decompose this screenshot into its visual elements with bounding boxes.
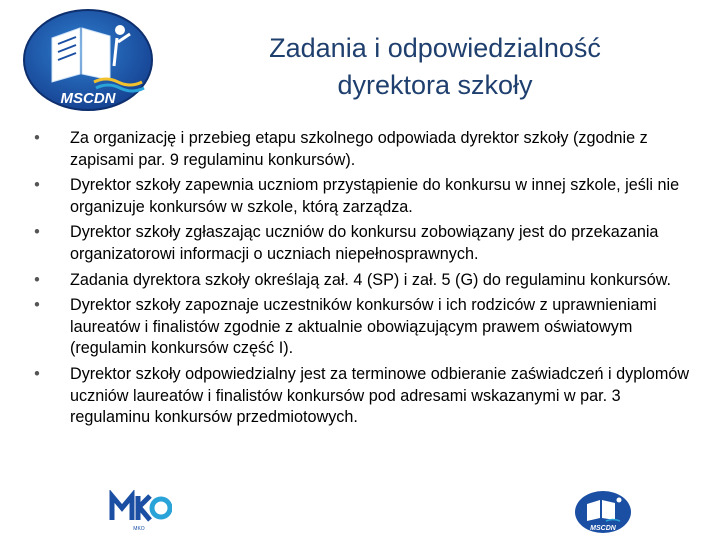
list-item: [30, 128, 690, 171]
list-item-text: Dyrektor szkoły zapoznaje uczestników konkursów i ich rodziców z uprawnieniami laureatów i finalistów zgodnie z aktualnie obowiązującym prawem oświatowym (regulamin konkursów część I).: [70, 296, 657, 358]
mscdn-logo: [22, 8, 158, 114]
bullet-icon: •: [34, 296, 40, 315]
title-line-2: dyrektora szkoły: [337, 70, 533, 100]
list-item-text: Dyrektor szkoły zgłaszając uczniów do konkursu zobowiązany jest do przekazania organizatorowi informacji o uczniach niepełnosprawnych.: [70, 223, 659, 263]
list-item: [30, 270, 690, 292]
bullet-icon: •: [34, 364, 40, 383]
list-item-text: Zadania dyrektora szkoły określają zał. 4 (SP) i zał. 5 (G) do regulaminu konkursów.: [70, 270, 671, 289]
list-item-text: Dyrektor szkoły odpowiedzialny jest za terminowe odbieranie zaświadczeń i dyplomów uczniów laureatów i finalistów konkursów pod adresami wskazanymi w par. 3 regulaminu konkursów przedmiotowych.: [70, 364, 690, 427]
list-item: [30, 295, 690, 360]
mscdn-small-label: MSCDN: [590, 525, 616, 532]
bullet-icon: •: [34, 223, 40, 242]
list-item: [30, 175, 690, 218]
bullet-icon: •: [34, 129, 40, 147]
list-item-text: Dyrektor szkoły zapewnia uczniom przystąpienie do konkursu w innej szkole, jeśli nie organizuje konkursów w szkole, którą zarządza.: [70, 176, 680, 216]
mscdn-logo-small: [573, 490, 633, 534]
page-title: [185, 30, 685, 104]
bullet-icon: •: [34, 176, 40, 195]
list-item-text: Za organizację i przebieg etapu szkolnego odpowiada dyrektor szkoły (zgodnie z zapisami par. 9 regulaminu konkursów).: [70, 129, 648, 169]
list-item: [30, 364, 690, 429]
bullet-icon: •: [34, 270, 40, 289]
bullet-list: [30, 128, 690, 433]
mko-logo-label: MKO: [133, 526, 145, 532]
list-item: [30, 222, 690, 265]
logo-label: MSCDN: [60, 90, 116, 107]
mko-logo: [106, 490, 172, 534]
title-line-1: Zadania i odpowiedzialność: [269, 33, 601, 63]
